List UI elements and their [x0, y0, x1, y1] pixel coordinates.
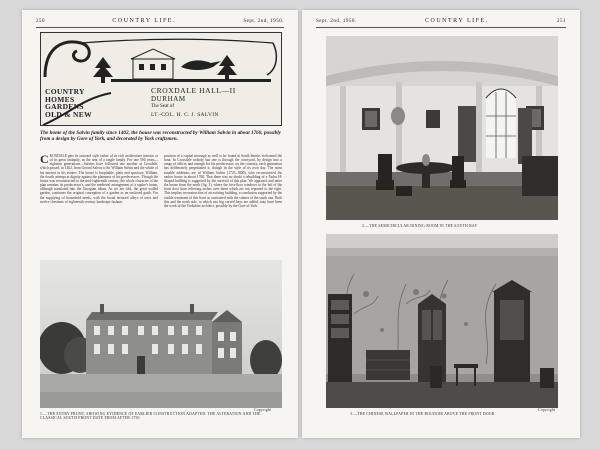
fig3-caption: 3.—THE CHINESE WALLPAPER IN THE BOUDOIR ABOVE THE FRONT DOOR: [350, 412, 495, 416]
left-page: [22, 10, 298, 438]
seat-of: The Seat of: [151, 104, 175, 109]
right-head-rule: [316, 27, 566, 28]
series-word-3: GARDENS: [45, 102, 84, 111]
right-page-number: 251: [556, 18, 566, 24]
left-running-title: COUNTRY LIFE.: [112, 18, 176, 24]
fig2-caption-block: [362, 224, 552, 228]
fig3-photo-boudoir: [326, 234, 558, 408]
left-date: Sept. 2nd, 1950.: [243, 18, 284, 24]
owner: LT.-COL. H. C. J. SALVIN: [151, 112, 219, 118]
body-column-1: [40, 154, 158, 208]
fig3-caption-block: [350, 412, 560, 416]
fig2-caption: 2.—THE SEMICIRCULAR DINING-ROOM IN THE SOUTH BAY: [362, 224, 478, 228]
right-date: Sept. 2nd, 1950.: [316, 18, 357, 24]
series-word-4: OLD & NEW: [45, 109, 92, 119]
fig3-credit: Copyright: [538, 408, 556, 412]
series-word-1: COUNTRY: [45, 87, 85, 96]
drop-cap: C: [40, 152, 49, 166]
right-running-title: COUNTRY LIFE.: [425, 18, 489, 24]
fig1-caption-block: [40, 412, 282, 421]
standfirst: The home of the Salvin family since 1402, the house was reconstructed by William Salvin in about 1760, possibly from a design by Gore of York, and decorated by York craftsmen.: [40, 130, 281, 143]
article-title: CROXDALE HALL—II: [151, 86, 236, 95]
fig1-caption: 1.—THE ENTRY FRONT, SHOWING EVIDENCE OF EARLIER CONSTRUCTION ADAPTED. THE ALTERATION AND THE CLASSICAL SOUTH FRONT DATE FROM AFTER 1750: [40, 412, 261, 421]
fig2-photo-dining-room: [326, 36, 558, 220]
series-masthead: [40, 32, 282, 126]
county: DURHAM: [151, 95, 186, 103]
series-word-2: HOMES: [45, 94, 75, 104]
left-running-head: [36, 16, 284, 26]
right-page: [302, 10, 580, 438]
body-text-1: ROXDALE gets its outward style rather of its rich architecture interior or of its great antiquity, as the seat of a single family. For one 500 years—eighteen generations—Salvins have followed one another at Croxdale, which passed, in 1402, from Gerard Salvin to Sir William Salvin and the whole of his interest in his estates. The house is hospitable, plain and spacious; William, the fourth attempt at dignity against the plainness of his predecessors. Though the house was reconstructed in the mid-eighteenth century, the whole character of the plan remains its predecessor's, and the medieval arrangement of a squire's home, although translated into the Georgian idiom. As we are told, the great walled garden, continues the original conception of a garden as an enclosed garth. For the supplying of household needs, with the broad terraced alleys of trees and twelve chestnuts of eighteenth-century landscape fashion.: [40, 154, 158, 204]
article-title-block: [151, 87, 279, 119]
left-page-number: 250: [36, 18, 45, 24]
body-columns: [40, 154, 282, 208]
right-running-head: [316, 16, 566, 26]
fig1-photo-north-front: [40, 260, 282, 408]
fig1-credit: Copyright: [254, 408, 272, 412]
series-title: [45, 88, 105, 118]
body-text-2: position of a capital message as well to be found at South Smiths welcomed the hour. In Crossdale nobody but one is through the courtyard, by design into a range of offices and enough for his predecessor; on the contrary, each generation has deliberately perpetuated it, though in the style of its own day. The most notable additions are of William Salvin (1723–1800), who reconstructed the earlier house in about 1760. That there was no doubt a rebuilding of a Tudor H-shaped building is suggested by the survival of this plan. We approach and enter the house from the north (fig. 1), where the first-floor windows to the left of the front door have relieving arches over them which are not repeated to the right. This implies reconstruction of an existing building, a conclusion supported by the visible treatment of this front as contrasted with the calmer of the south one. Both this and the north side, to which two big curved bays are added, may have been the work of the Yorkshire architect, possibly by the Gore of York.: [164, 154, 282, 208]
body-column-2: [164, 154, 282, 208]
left-head-rule: [36, 27, 284, 28]
